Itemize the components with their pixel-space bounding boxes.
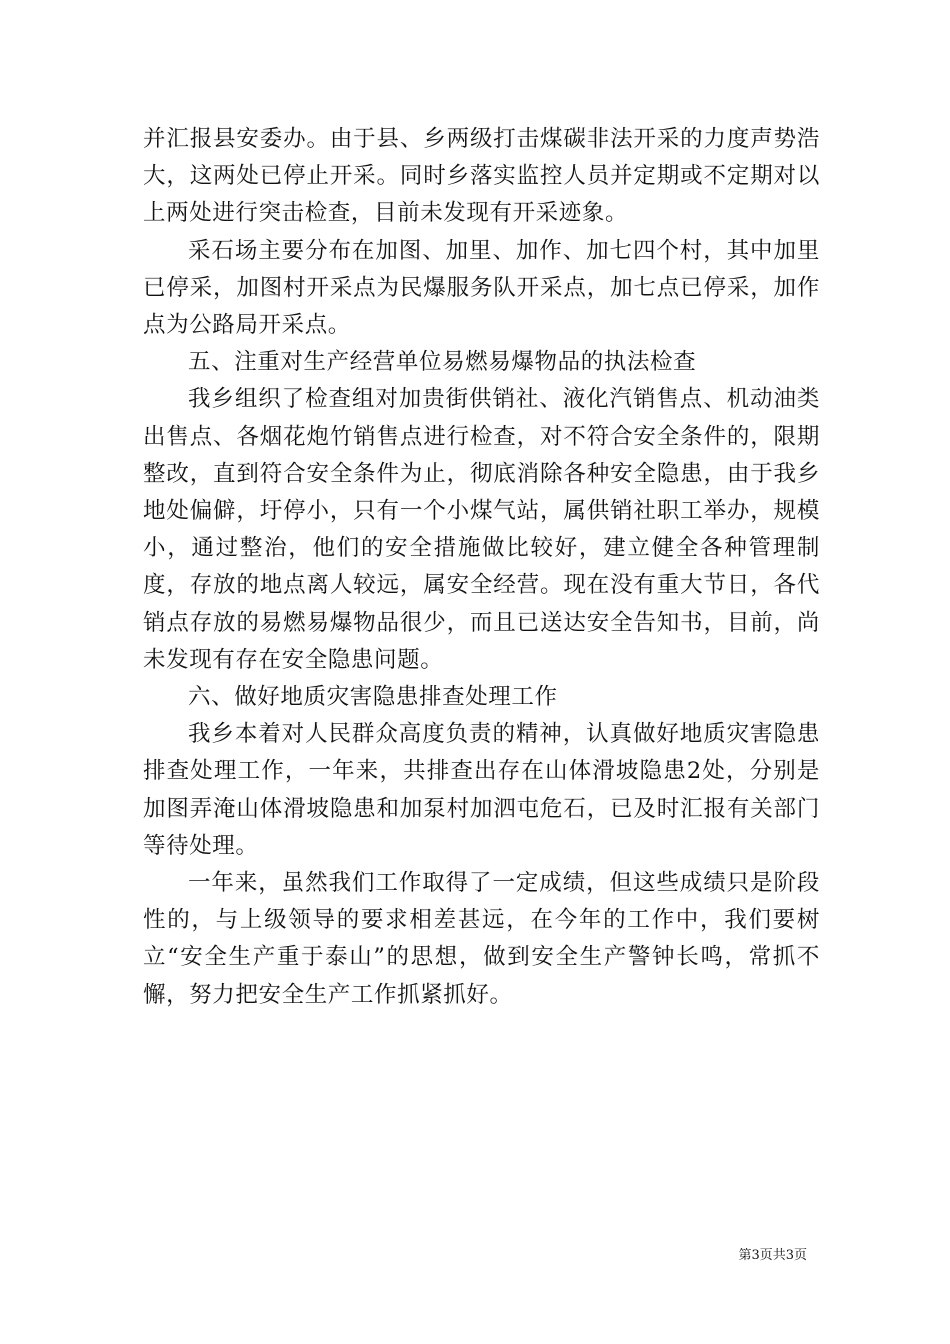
- paragraph-geology: 我乡本着对人民群众高度负责的精神，认真做好地质灾害隐患排查处理工作，一年来，共排查出存在山体滑坡隐患2处，分别是加图弄淹山体滑坡隐患和加泵村加泗屯危石，已及时汇报有关部门等待处理。: [143, 721, 820, 859]
- paragraph-continuation: 并汇报县安委办。由于县、乡两级打击煤碳非法开采的力度声势浩大，这两处已停止开采。同时乡落实监控人员并定期或不定期对以上两处进行突击检查，目前未发现有开采迹象。: [143, 126, 820, 227]
- paragraph-conclusion: 一年来，虽然我们工作取得了一定成绩，但这些成绩只是阶段性的，与上级领导的要求相差甚远，在今年的工作中，我们要树立“安全生产重于泰山”的思想，做到安全生产警钟长鸣，常抓不懈，努力把安全生产工作抓紧抓好。: [143, 870, 820, 1008]
- document-body: [143, 121, 820, 1014]
- page-number-footer: 第3页共3页: [738, 1248, 807, 1263]
- paragraph-quarry: 采石场主要分布在加图、加里、加作、加七四个村，其中加里已停采，加图村开采点为民爆服务队开采点，加七点已停采，加作点为公路局开采点。: [143, 237, 820, 339]
- section-heading-geology: 六、做好地质灾害隐患排查处理工作: [188, 684, 558, 711]
- section-heading-flammables: 五、注重对生产经营单位易燃易爆物品的执法检查: [188, 349, 697, 376]
- paragraph-flammables-inspection: 我乡组织了检查组对加贵街供销社、液化汽销售点、机动油类出售点、各烟花炮竹销售点进行检查，对不符合安全条件的，限期整改，直到符合安全条件为止，彻底消除各种安全隐患，由于我乡地处偏僻，圩停小，只有一个小煤气站，属供销社职工举办，规模小，通过整治，他们的安全措施做比较好，建立健全各种管理制度，存放的地点离人较远，属安全经营。现在没有重大节日，各代销点存放的易燃易爆物品很少，而且已送达安全告知书，目前，尚未发现有存在安全隐患问题。: [143, 386, 820, 673]
